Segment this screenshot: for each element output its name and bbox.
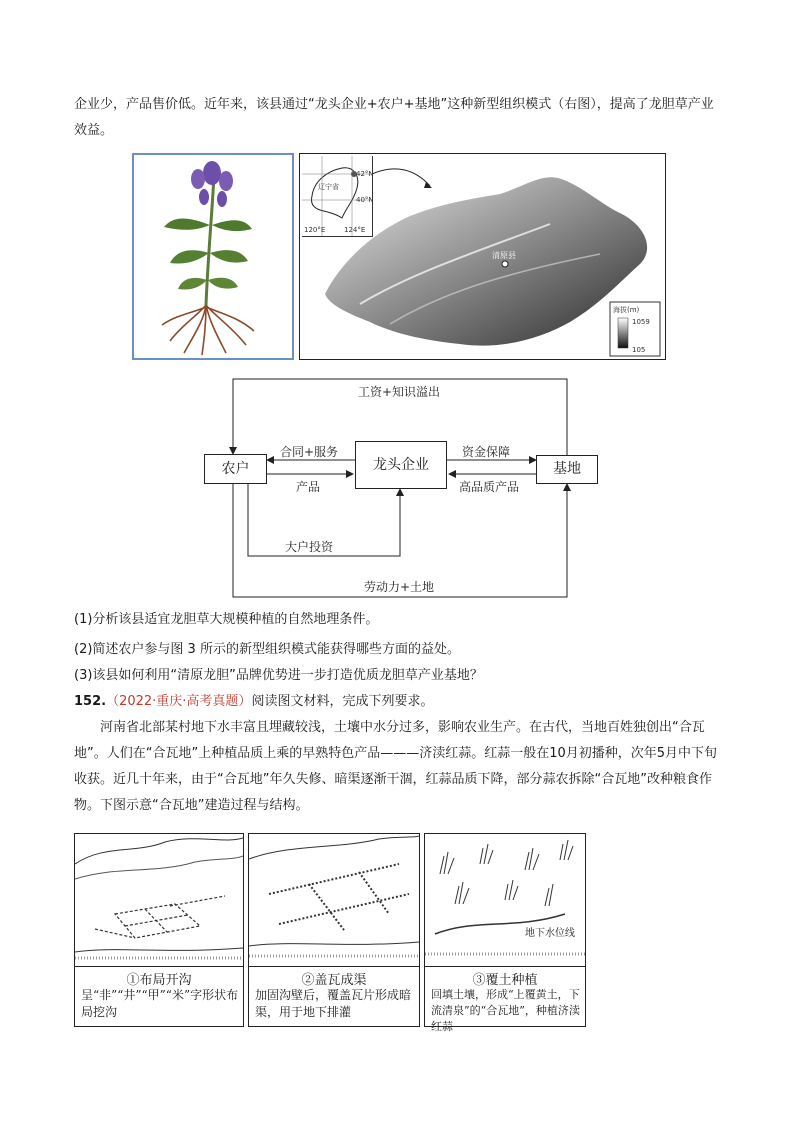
- company-node: 龙头企业: [355, 441, 447, 489]
- q152-number: 152.: [74, 694, 107, 709]
- product-label: 产品: [296, 480, 321, 494]
- intro-text: 企业少，产品售价低。近年来，该县通过“龙头企业+农户+基地”这种新型组织模式（右图），提高了龙胆草产业效益。: [74, 97, 714, 138]
- top-flow-label: 工资+知识溢出: [358, 385, 441, 399]
- farmer-node: 农户: [204, 454, 267, 484]
- legend-min: 105: [632, 346, 646, 354]
- lon-124-label: 124°E: [344, 226, 366, 234]
- county-label: 清原县: [492, 251, 516, 260]
- question-3: (3)该县如何利用“清原龙胆”品牌优势进一步打造优质龙胆草产业基地？: [74, 668, 483, 683]
- funds-label: 资金保障: [462, 445, 511, 459]
- groundwater-label: 地下水位线: [525, 928, 575, 939]
- base-node: 基地: [536, 455, 598, 484]
- panel-cover-soil: [424, 833, 586, 1033]
- panel-3-text: 回填土壤，形成“上覆黄土，下流清泉”的“合瓦地”，种植济渎红蒜: [431, 988, 580, 1033]
- panel-2-text: 加固沟壁后，覆盖瓦片形成暗渠，用于地下排灌: [255, 988, 412, 1019]
- contract-label: 合同+服务: [280, 445, 339, 459]
- question-2: (2)简述农户参与图 3 所示的新型组织模式能获得哪些方面的益处。: [74, 642, 460, 657]
- panel-2-title: ②盖瓦成渠: [301, 973, 367, 988]
- labor-land-label: 劳动力+土地: [364, 580, 435, 594]
- province-label: 辽宁省: [318, 183, 339, 191]
- quality-label: 高品质产品: [459, 480, 520, 494]
- legend-title: 海拔(m): [613, 306, 640, 314]
- lat-40-label: 40°N: [356, 196, 374, 204]
- panel-1-text: 呈“非”“井”“甲”“米”字形状布局挖沟: [81, 988, 239, 1019]
- panel-1-title: ①布局开沟: [126, 973, 192, 988]
- q152-header: [74, 692, 433, 712]
- question-1: (1)分析该县适宜龙胆草大规模种植的自然地理条件。: [74, 612, 379, 627]
- panel-3-title: ③覆土种植: [472, 973, 538, 988]
- big-invest-label: 大户投资: [285, 540, 334, 554]
- lat-42-label: 42°N: [356, 170, 374, 178]
- panel-layout-ditch: [74, 833, 244, 1027]
- q152-instruction: 阅读图文材料，完成下列要求。: [251, 694, 434, 709]
- terrain-map: [299, 153, 666, 360]
- legend-max: 1059: [632, 318, 650, 326]
- liaoning-inset-map: [302, 156, 373, 237]
- q152-source: （2022·重庆·高考真题）: [106, 694, 252, 709]
- gentian-plant-image: [132, 153, 294, 360]
- lon-120-label: 120°E: [304, 226, 326, 234]
- q152-body: 河南省北部某村地下水丰富且埋藏较浅，土壤中水分过多，影响农业生产。在古代，当地百姓独创出“合瓦地”。人们在“合瓦地”上种植品质上乘的早熟特色产品———济渎红蒜。红蒜一般在10月初播种，次年5月中下旬收获。近几十年来，由于“合瓦地”年久失修、暗渠逐渐干涸，红蒜品质下降，部分蒜农拆除“合瓦地”改种粮食作物。下图示意“合瓦地”建造过程与结构。: [74, 720, 718, 813]
- panel-cover-tiles: [248, 833, 420, 1027]
